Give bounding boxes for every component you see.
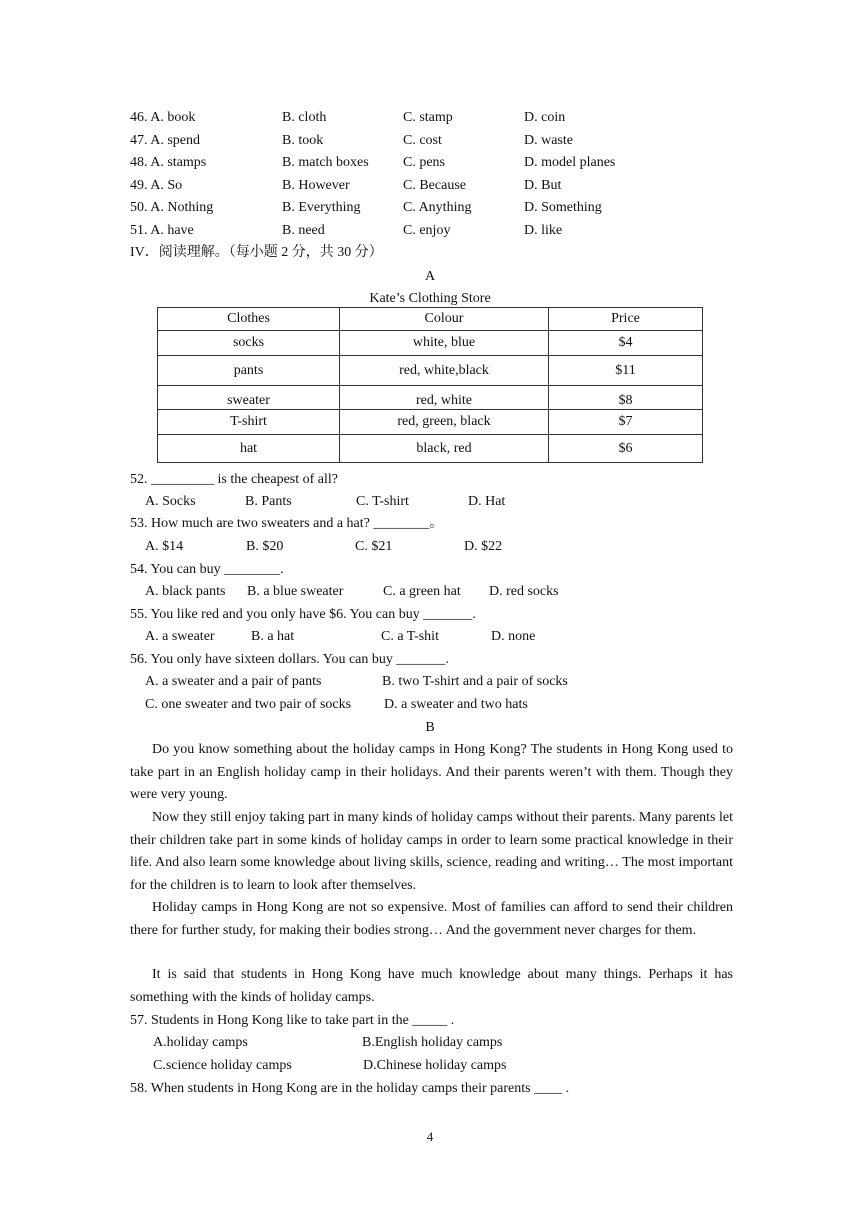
option-b: B. Pants [245, 494, 292, 509]
passage-a-letter: A [424, 269, 436, 284]
cell-price: $4 [549, 331, 703, 356]
table-row [158, 410, 703, 435]
option-d: D. a sweater and two hats [384, 697, 528, 712]
table-title: Kate’s Clothing Store [369, 291, 491, 306]
cell-colour: red, white,black [340, 356, 549, 386]
question-number: 46. [130, 110, 148, 125]
cloze-row [130, 199, 213, 217]
option-c: C. stamp [403, 110, 453, 125]
cell-clothes: T-shirt [158, 410, 340, 435]
option-d: D.Chinese holiday camps [363, 1058, 507, 1073]
option-d: D. Something [524, 200, 602, 215]
option-a: A. spend [150, 133, 201, 148]
option-b: B. Everything [282, 200, 361, 215]
section-heading: IV．阅读理解。（每小题 2 分，共 30 分） [130, 245, 383, 260]
cell-clothes: socks [158, 331, 340, 356]
table-row [158, 331, 703, 356]
table-header-row [158, 308, 703, 331]
option-b: B. cloth [282, 110, 327, 125]
table-row [158, 356, 703, 386]
question-stem: 58. When students in Hong Kong are in the holiday camps their parents ____ . [130, 1081, 570, 1096]
option-b: B. a hat [251, 629, 295, 644]
option-b: B. need [282, 223, 325, 238]
cloze-row [130, 154, 206, 172]
option-b: B. a blue sweater [247, 584, 344, 599]
option-a: A. black pants [145, 584, 226, 599]
question-stem: 53. How much are two sweaters and a hat? ________。 [130, 516, 444, 531]
option-a: A. book [150, 110, 196, 125]
option-c: C. one sweater and two pair of socks [145, 697, 352, 712]
cell-colour: black, red [340, 435, 549, 463]
option-c: C. Anything [403, 200, 472, 215]
question-number: 50. [130, 200, 148, 215]
table-row [158, 386, 703, 410]
option-a: A. $14 [145, 539, 184, 554]
question-number: 51. [130, 223, 148, 238]
option-d: D. none [491, 629, 536, 644]
cell-colour: red, green, black [340, 410, 549, 435]
question-stem: 52. _________ is the cheapest of all? [130, 472, 339, 487]
option-d: D. Hat [468, 494, 506, 509]
option-d: D. $22 [464, 539, 503, 554]
option-c: C. T-shirt [356, 494, 409, 509]
option-c: C. Because [403, 178, 466, 193]
header-colour: Colour [340, 308, 549, 331]
option-a: A. have [150, 223, 194, 238]
option-a: A. Socks [145, 494, 196, 509]
option-b: B.English holiday camps [362, 1035, 503, 1050]
question-stem: 56. You only have sixteen dollars. You can buy _______. [130, 652, 449, 667]
option-a: A.holiday camps [153, 1035, 248, 1050]
option-a: A. Nothing [150, 200, 214, 215]
question-number: 49. [130, 178, 148, 193]
cell-clothes: pants [158, 356, 340, 386]
cloze-row [130, 132, 200, 150]
passage-b-paragraph [130, 964, 733, 1009]
option-c: C. enjoy [403, 223, 451, 238]
cell-clothes: sweater [158, 386, 340, 410]
option-b: B. However [282, 178, 350, 193]
paragraph-text: Do you know something about the holiday camps in Hong Kong? The students in Hong Kong used to take part in an English holiday camp in their holidays. And their parents weren’t with them. Though they were very young. [130, 742, 733, 802]
question-stem: 57. Students in Hong Kong like to take part in the _____ . [130, 1013, 455, 1028]
option-b: B. $20 [246, 539, 284, 554]
option-d: D. model planes [524, 155, 616, 170]
option-c: C. cost [403, 133, 442, 148]
cell-colour: red, white [340, 386, 549, 410]
paragraph-text: It is said that students in Hong Kong have much knowledge about many things. Perhaps it has something with the kinds of holiday camps. [130, 967, 733, 1005]
question-number: 48. [130, 155, 148, 170]
header-clothes: Clothes [158, 308, 340, 331]
option-a: A. a sweater [145, 629, 215, 644]
option-b: B. match boxes [282, 155, 369, 170]
paragraph-text: Now they still enjoy taking part in many kinds of holiday camps without their parents. Many parents let their children take part in some kinds of holiday camps in order to learn some practical knowledge in their life. And also learn some knowledge about living skills, science, reading and writing… The most important for the children is to learn to look after themselves. [130, 810, 733, 893]
option-d: D. waste [524, 133, 573, 148]
option-b: B. two T-shirt and a pair of socks [382, 674, 568, 689]
option-c: C. $21 [355, 539, 393, 554]
cell-price: $11 [549, 356, 703, 386]
question-stem: 55. You like red and you only have $6. You can buy _______. [130, 607, 476, 622]
question-number: 47. [130, 133, 148, 148]
page-number: 4 [426, 1129, 434, 1144]
option-c: C. a T-shit [381, 629, 439, 644]
clothing-price-table [157, 307, 703, 463]
passage-b-paragraph [130, 739, 733, 807]
cloze-row [130, 109, 195, 127]
header-price: Price [549, 308, 703, 331]
cell-price: $6 [549, 435, 703, 463]
paragraph-text: Holiday camps in Hong Kong are not so expensive. Most of families can afford to send their children there for further study, for making their bodies strong… And the government never charges for them. [130, 900, 733, 938]
cloze-row [130, 222, 194, 240]
table-row [158, 435, 703, 463]
cloze-row [130, 177, 182, 195]
option-b: B. took [282, 133, 324, 148]
question-stem: 54. You can buy ________. [130, 562, 284, 577]
cell-price: $7 [549, 410, 703, 435]
option-d: D. coin [524, 110, 566, 125]
option-d: D. like [524, 223, 563, 238]
option-a: A. So [150, 178, 183, 193]
passage-b-letter: B [425, 720, 435, 735]
cell-price: $8 [549, 386, 703, 410]
passage-b-paragraph [130, 897, 733, 942]
option-a: A. a sweater and a pair of pants [145, 674, 322, 689]
option-d: D. But [524, 178, 562, 193]
cell-clothes: hat [158, 435, 340, 463]
option-c: C. a green hat [383, 584, 461, 599]
passage-b-paragraph [130, 807, 733, 897]
option-a: A. stamps [150, 155, 207, 170]
option-d: D. red socks [489, 584, 559, 599]
cell-colour: white, blue [340, 331, 549, 356]
option-c: C.science holiday camps [153, 1058, 292, 1073]
option-c: C. pens [403, 155, 445, 170]
